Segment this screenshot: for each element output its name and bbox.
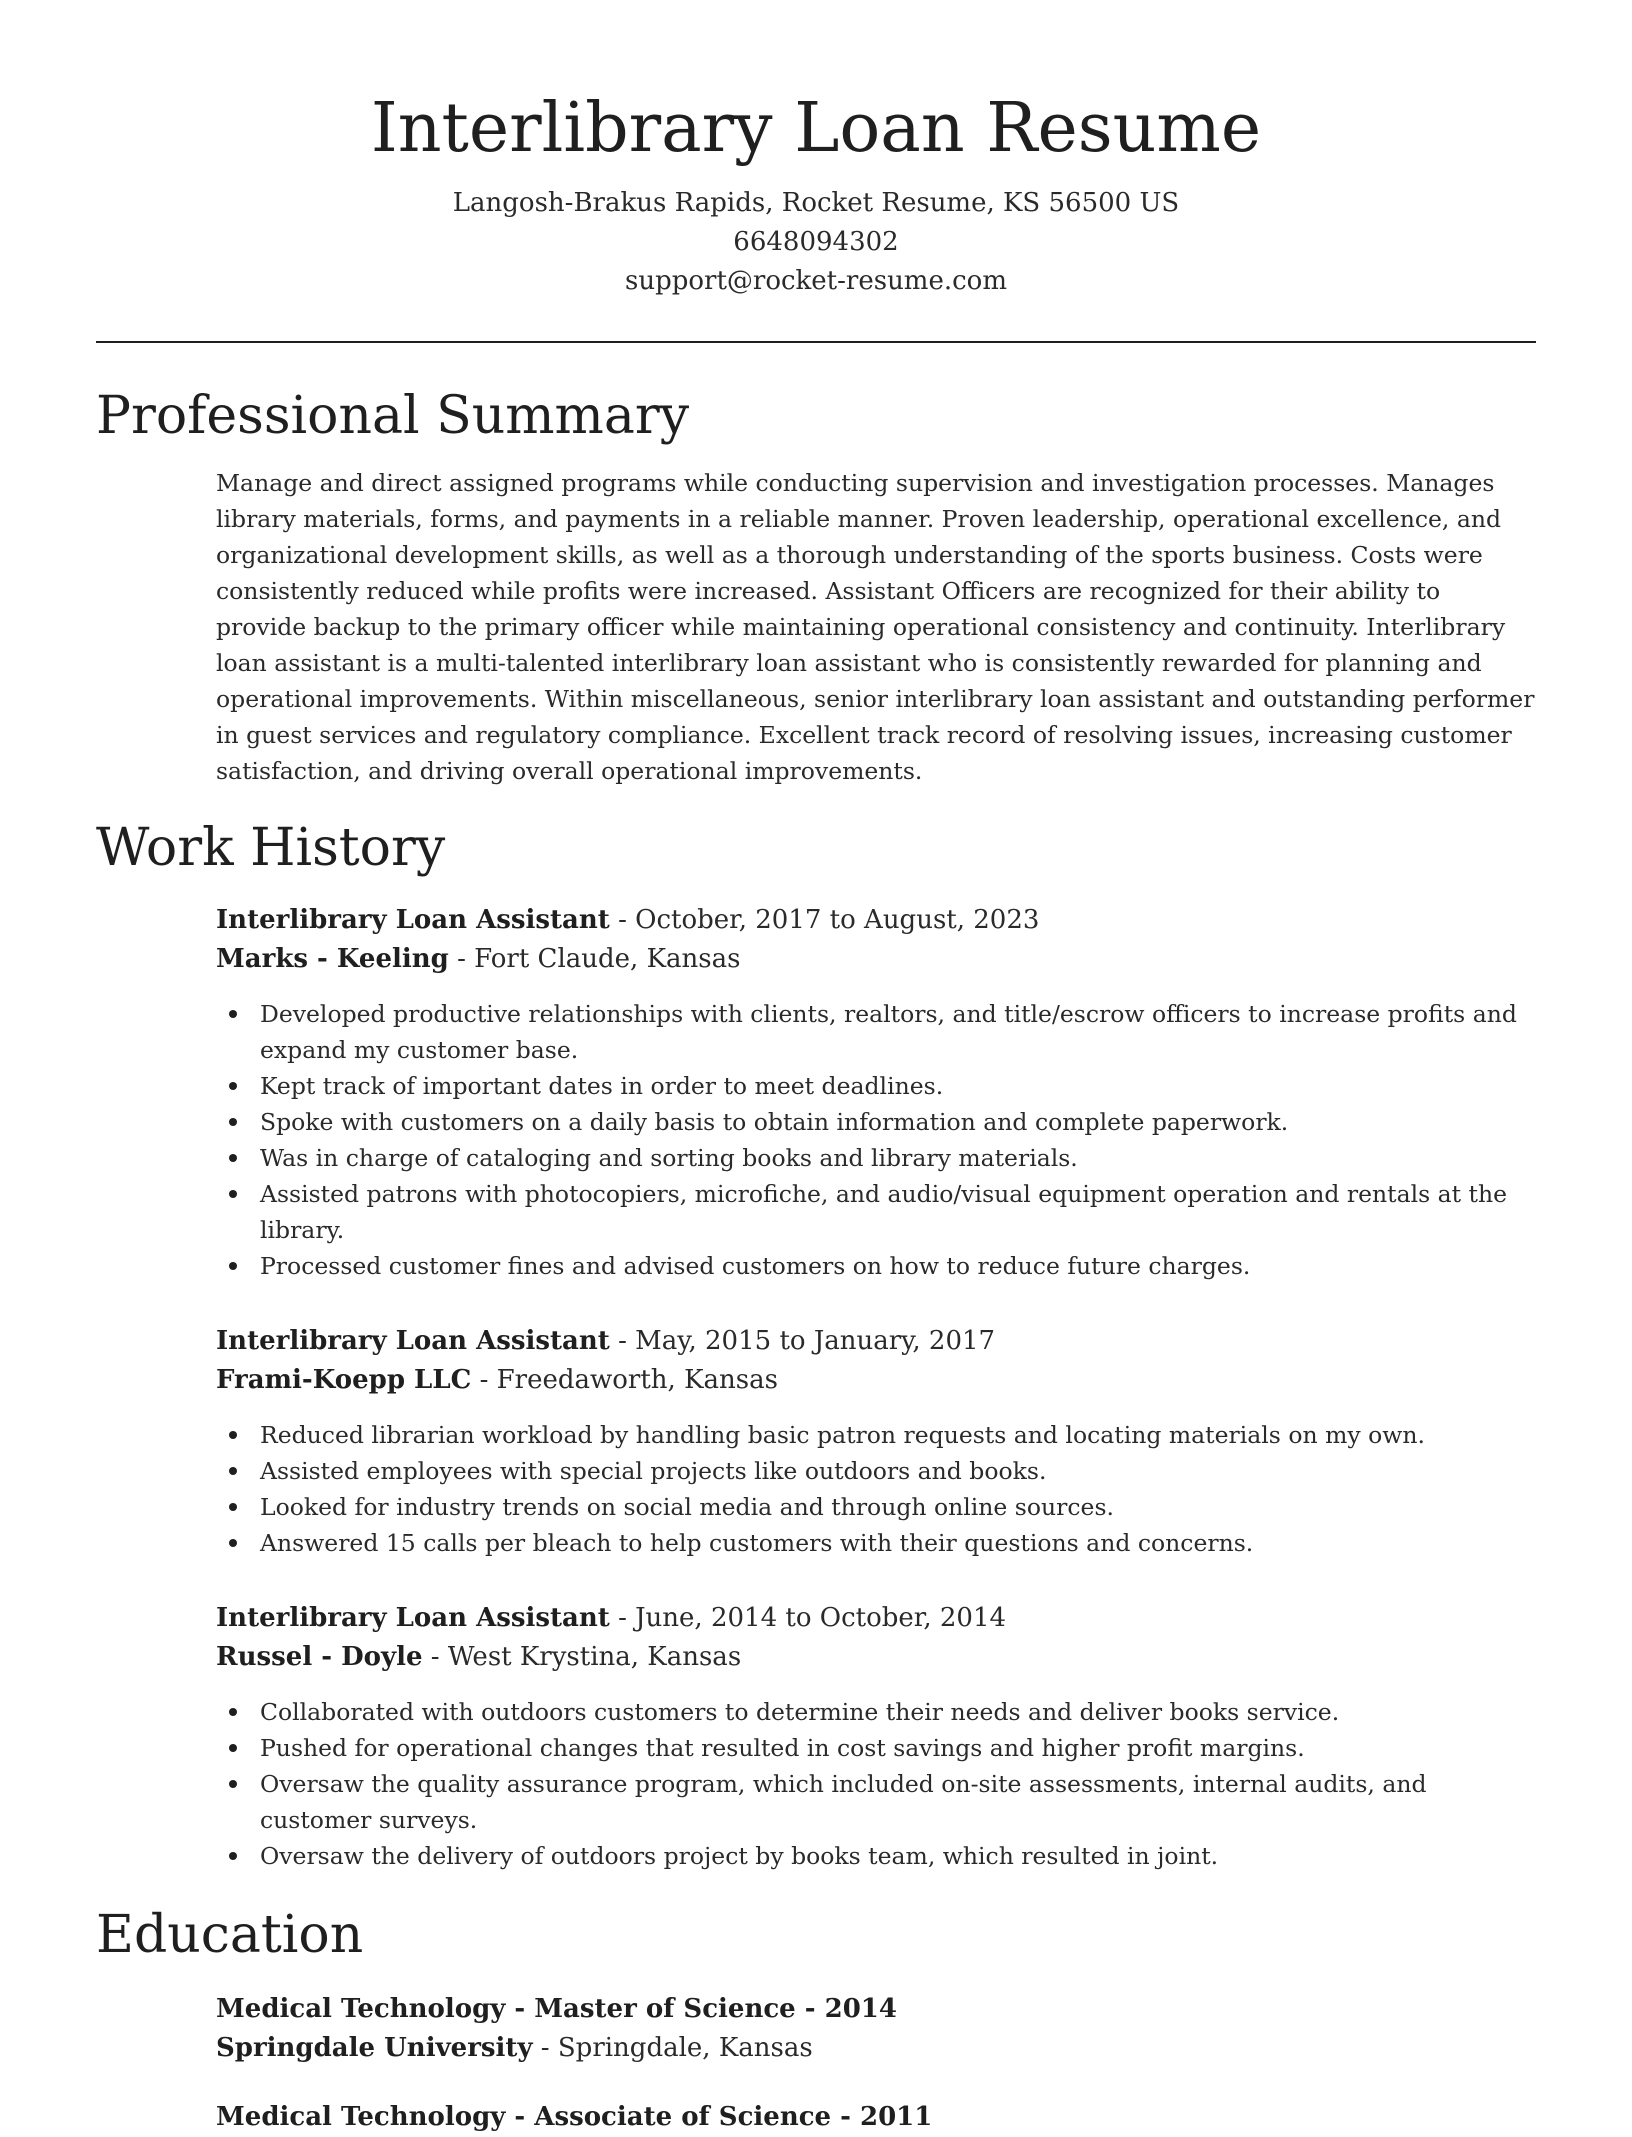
- list-item: Was in charge of cataloging and sorting books and library materials.: [216, 1140, 1536, 1176]
- list-item: Kept track of important dates in order to meet deadlines.: [216, 1068, 1536, 1104]
- list-item: Spoke with customers on a daily basis to obtain information and complete paperwork.: [216, 1104, 1536, 1140]
- bullet-icon: [229, 1010, 237, 1018]
- education-section: [96, 1902, 1536, 2137]
- professional-summary-section: [96, 383, 1536, 789]
- education-entry: [216, 1990, 1536, 2068]
- list-item: Processed customer fines and advised customers on how to reduce future charges.: [216, 1248, 1536, 1284]
- list-item: Assisted employees with special projects like outdoors and books.: [216, 1453, 1536, 1489]
- resume-title: Interlibrary Loan Resume: [370, 89, 1262, 168]
- bullet-icon: [229, 1539, 237, 1547]
- job-company-line: [216, 1361, 1536, 1400]
- job-dates: - June, 2014 to October, 2014: [609, 1603, 1007, 1633]
- job-entry: [216, 1599, 1536, 1874]
- list-item: Collaborated with outdoors customers to determine their needs and deliver books service.: [216, 1694, 1536, 1730]
- bullet-icon: [229, 1852, 237, 1860]
- list-item: Oversaw the delivery of outdoors project by books team, which resulted in joint.: [216, 1838, 1536, 1874]
- job-entry: [216, 1322, 1536, 1561]
- school-name: Springdale University: [216, 2033, 533, 2063]
- bullet-icon: [229, 1467, 237, 1475]
- job-bullets: [216, 996, 1536, 1284]
- bullet-icon: [229, 1118, 237, 1126]
- job-title-line: [216, 901, 1536, 940]
- list-item: Answered 15 calls per bleach to help customers with their questions and concerns.: [216, 1525, 1536, 1561]
- section-heading-education: Education: [96, 1905, 364, 1965]
- bullet-icon: [229, 1503, 237, 1511]
- list-item: Looked for industry trends on social media and through online sources.: [216, 1489, 1536, 1525]
- company-name: Frami-Koepp LLC: [216, 1365, 472, 1395]
- bullet-icon: [229, 1744, 237, 1752]
- job-title-line: [216, 1322, 1536, 1361]
- summary-text: Manage and direct assigned programs while conducting supervision and investigation processes. Manages library materials, forms, and payments in a reliable manner. Proven leadership, operational excellence, and organizational development skills, as well as a thorough understanding of the sports business. Costs were consistently reduced while profits were increased. Assistant Officers are recognized for their ability to provide backup to the primary officer while maintaining operational consistency and continuity. Interlibrary loan assistant is a multi-talented interlibrary loan assistant who is consistently rewarded for planning and operational improvements. Within miscellaneous, senior interlibrary loan assistant and outstanding performer in guest services and regulatory compliance. Excellent track record of resolving issues, increasing customer satisfaction, and driving overall operational improvements.: [216, 469, 1535, 785]
- job-dates: - October, 2017 to August, 2023: [609, 905, 1040, 935]
- section-heading-work: Work History: [96, 818, 446, 878]
- bullet-icon: [229, 1780, 237, 1788]
- job-entry: [216, 901, 1536, 1284]
- degree-line: Medical Technology - Associate of Science - 2011: [216, 2102, 933, 2132]
- job-bullets: [216, 1417, 1536, 1561]
- resume-header: [96, 0, 1536, 301]
- degree-line: Medical Technology - Master of Science - 2014: [216, 1994, 897, 2024]
- section-heading-summary: Professional Summary: [96, 386, 690, 446]
- job-bullets: [216, 1694, 1536, 1874]
- list-item: Pushed for operational changes that resulted in cost savings and higher profit margins.: [216, 1730, 1536, 1766]
- company-name: Russel - Doyle: [216, 1642, 423, 1672]
- bullet-icon: [229, 1082, 237, 1090]
- list-item: Oversaw the quality assurance program, which included on-site assessments, internal audits, and customer surveys.: [216, 1766, 1536, 1838]
- bullet-icon: [229, 1154, 237, 1162]
- job-title: Interlibrary Loan Assistant: [216, 905, 610, 935]
- address: Langosh-Brakus Rapids, Rocket Resume, KS 56500 US: [452, 188, 1180, 218]
- job-title-line: [216, 1599, 1536, 1638]
- job-company-line: [216, 940, 1536, 979]
- company-name: Marks - Keeling: [216, 944, 449, 974]
- job-company-line: [216, 1638, 1536, 1677]
- job-title: Interlibrary Loan Assistant: [216, 1603, 610, 1633]
- job-location: - West Krystina, Kansas: [422, 1642, 742, 1672]
- school-location: - Springdale, Kansas: [532, 2033, 813, 2063]
- job-location: - Fort Claude, Kansas: [448, 944, 741, 974]
- bullet-icon: [229, 1262, 237, 1270]
- contact-info: [96, 184, 1536, 301]
- bullet-icon: [229, 1190, 237, 1198]
- list-item: Developed productive relationships with clients, realtors, and title/escrow officers to increase profits and expand my customer base.: [216, 996, 1536, 1068]
- email-address: support@rocket-resume.com: [624, 266, 1007, 296]
- list-item: Assisted patrons with photocopiers, microfiche, and audio/visual equipment operation and rentals at the library.: [216, 1176, 1536, 1248]
- phone-number: 6648094302: [733, 227, 899, 257]
- education-entry: [216, 2098, 1536, 2137]
- resume-page: [96, 0, 1536, 2137]
- school-line: [216, 2029, 1536, 2068]
- bullet-icon: [229, 1708, 237, 1716]
- header-divider: [96, 341, 1536, 343]
- job-dates: - May, 2015 to January, 2017: [609, 1326, 996, 1356]
- job-location: - Freedaworth, Kansas: [471, 1365, 778, 1395]
- bullet-icon: [229, 1431, 237, 1439]
- work-history-section: [96, 815, 1536, 1874]
- job-title: Interlibrary Loan Assistant: [216, 1326, 610, 1356]
- list-item: Reduced librarian workload by handling basic patron requests and locating materials on my own.: [216, 1417, 1536, 1453]
